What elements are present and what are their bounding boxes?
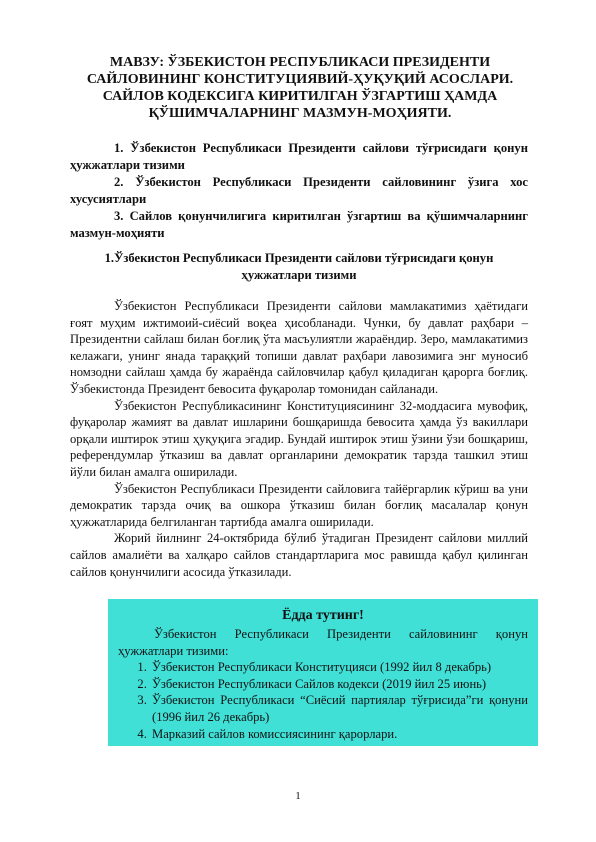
paragraph-2: Ўзбекистон Республикасининг Конституциясининг 32-моддасига мувофиқ, фуқаролар жамият ва давлат ишларини бошқаришда бевосита ҳамда ўз вакиллари орқали иштирок этиш ҳуқуқига эгадир. Бундай иштирок этиш ўзини ўзи бошқариш, референдумлар ўтказиш ва давлат органларини демократик тарзда ташкил этиш йўли билан амалга оширилади. (70, 398, 528, 479)
paragraph-1: Ўзбекистон Республикаси Президенти сайлови мамлакатимиз ҳаётидаги ғоят муҳим ижтимоий-сиёсий воқеа ҳисобланади. Чунки, бу давлат раҳбари – Президентни сайлаш билан боғлиқ ўта масъулиятли жараёндир. Зеро, мамлакатимиз келажаги, унинг янада тараққий топиши давлат раҳбари лавозимига энг муносиб номзодни сайлаш ҳамда бу жараёнда сайловчилар қабул қиладиган қарорга боғлиқ. Ўзбекистонда Президент бевосита фуқаролар томонидан сайланади. (70, 299, 528, 396)
body-text (70, 298, 528, 580)
section-heading: 1.Ўзбекистон Республикаси Президенти сайлови тўғрисидаги қонун ҳужжатлари тизими (104, 251, 494, 282)
note-list-item-1: 1. Ўзбекистон Республикаси Конституцияси (1992 йил 8 декабрь) (150, 659, 528, 676)
paragraph-4: Жорий йилнинг 24-октябрида бўлиб ўтадиган Президент сайлови миллий сайлов амалиёти ва халқаро сайлов стандартларига мос равишда қабул қилинган сайлов қонунчилиги асосида ўтказилади. (70, 531, 528, 579)
topic-list (70, 140, 528, 242)
note-list-item-4: 4. Марказий сайлов комиссиясининг қарорлари. (150, 726, 528, 743)
note-list-item-2: 2. Ўзбекистон Республикаси Сайлов кодекси (2019 йил 25 июнь) (150, 676, 528, 693)
note-title: Ёдда тутинг! (282, 608, 364, 623)
topic-item-1: 1. Ўзбекистон Республикаси Президенти сайлови тўғрисидаги қонун ҳужжатлари тизими (70, 141, 528, 172)
note-list (118, 659, 528, 742)
remember-note-box (108, 599, 538, 746)
note-intro: Ўзбекистон Республикаси Президенти сайловининг қонун ҳужжатлари тизими: (118, 627, 528, 658)
topic-item-2: 2. Ўзбекистон Республикаси Президенти сайловининг ўзига хос хусусиятлари (70, 175, 528, 206)
topic-item-3: 3. Сайлов қонунчилигига киритилган ўзгартиш ва қўшимчаларнинг мазмун-моҳияти (70, 209, 528, 240)
page-number: 1 (295, 790, 301, 802)
document-title: МАВЗУ: ЎЗБЕКИСТОН РЕСПУБЛИКАСИ ПРЕЗИДЕНТИ САЙЛОВИНИНГ КОНСТИТУЦИЯВИЙ-ҲУҚУҚИЙ АСОСЛАРИ. САЙЛОВ КОДЕКСИГА КИРИТИЛГАН ЎЗГАРТИШ ҲАМДА ҚЎШИМЧАЛАРНИНГ МАЗМУН-МОҲИЯТИ. (86, 55, 514, 121)
paragraph-3: Ўзбекистон Республикаси Президенти сайловига тайёргарлик кўриш ва уни демократик тарзда очиқ ва ошкора ўтказиш билан боғлиқ масалалар қонун ҳужжатларида белгиланган тартибда амалга оширилади. (70, 481, 528, 529)
note-list-item-3: 3. Ўзбекистон Республикаси “Сиёсий партиялар тўғрисида”ги қонуни (1996 йил 26 декабрь) (150, 692, 528, 725)
